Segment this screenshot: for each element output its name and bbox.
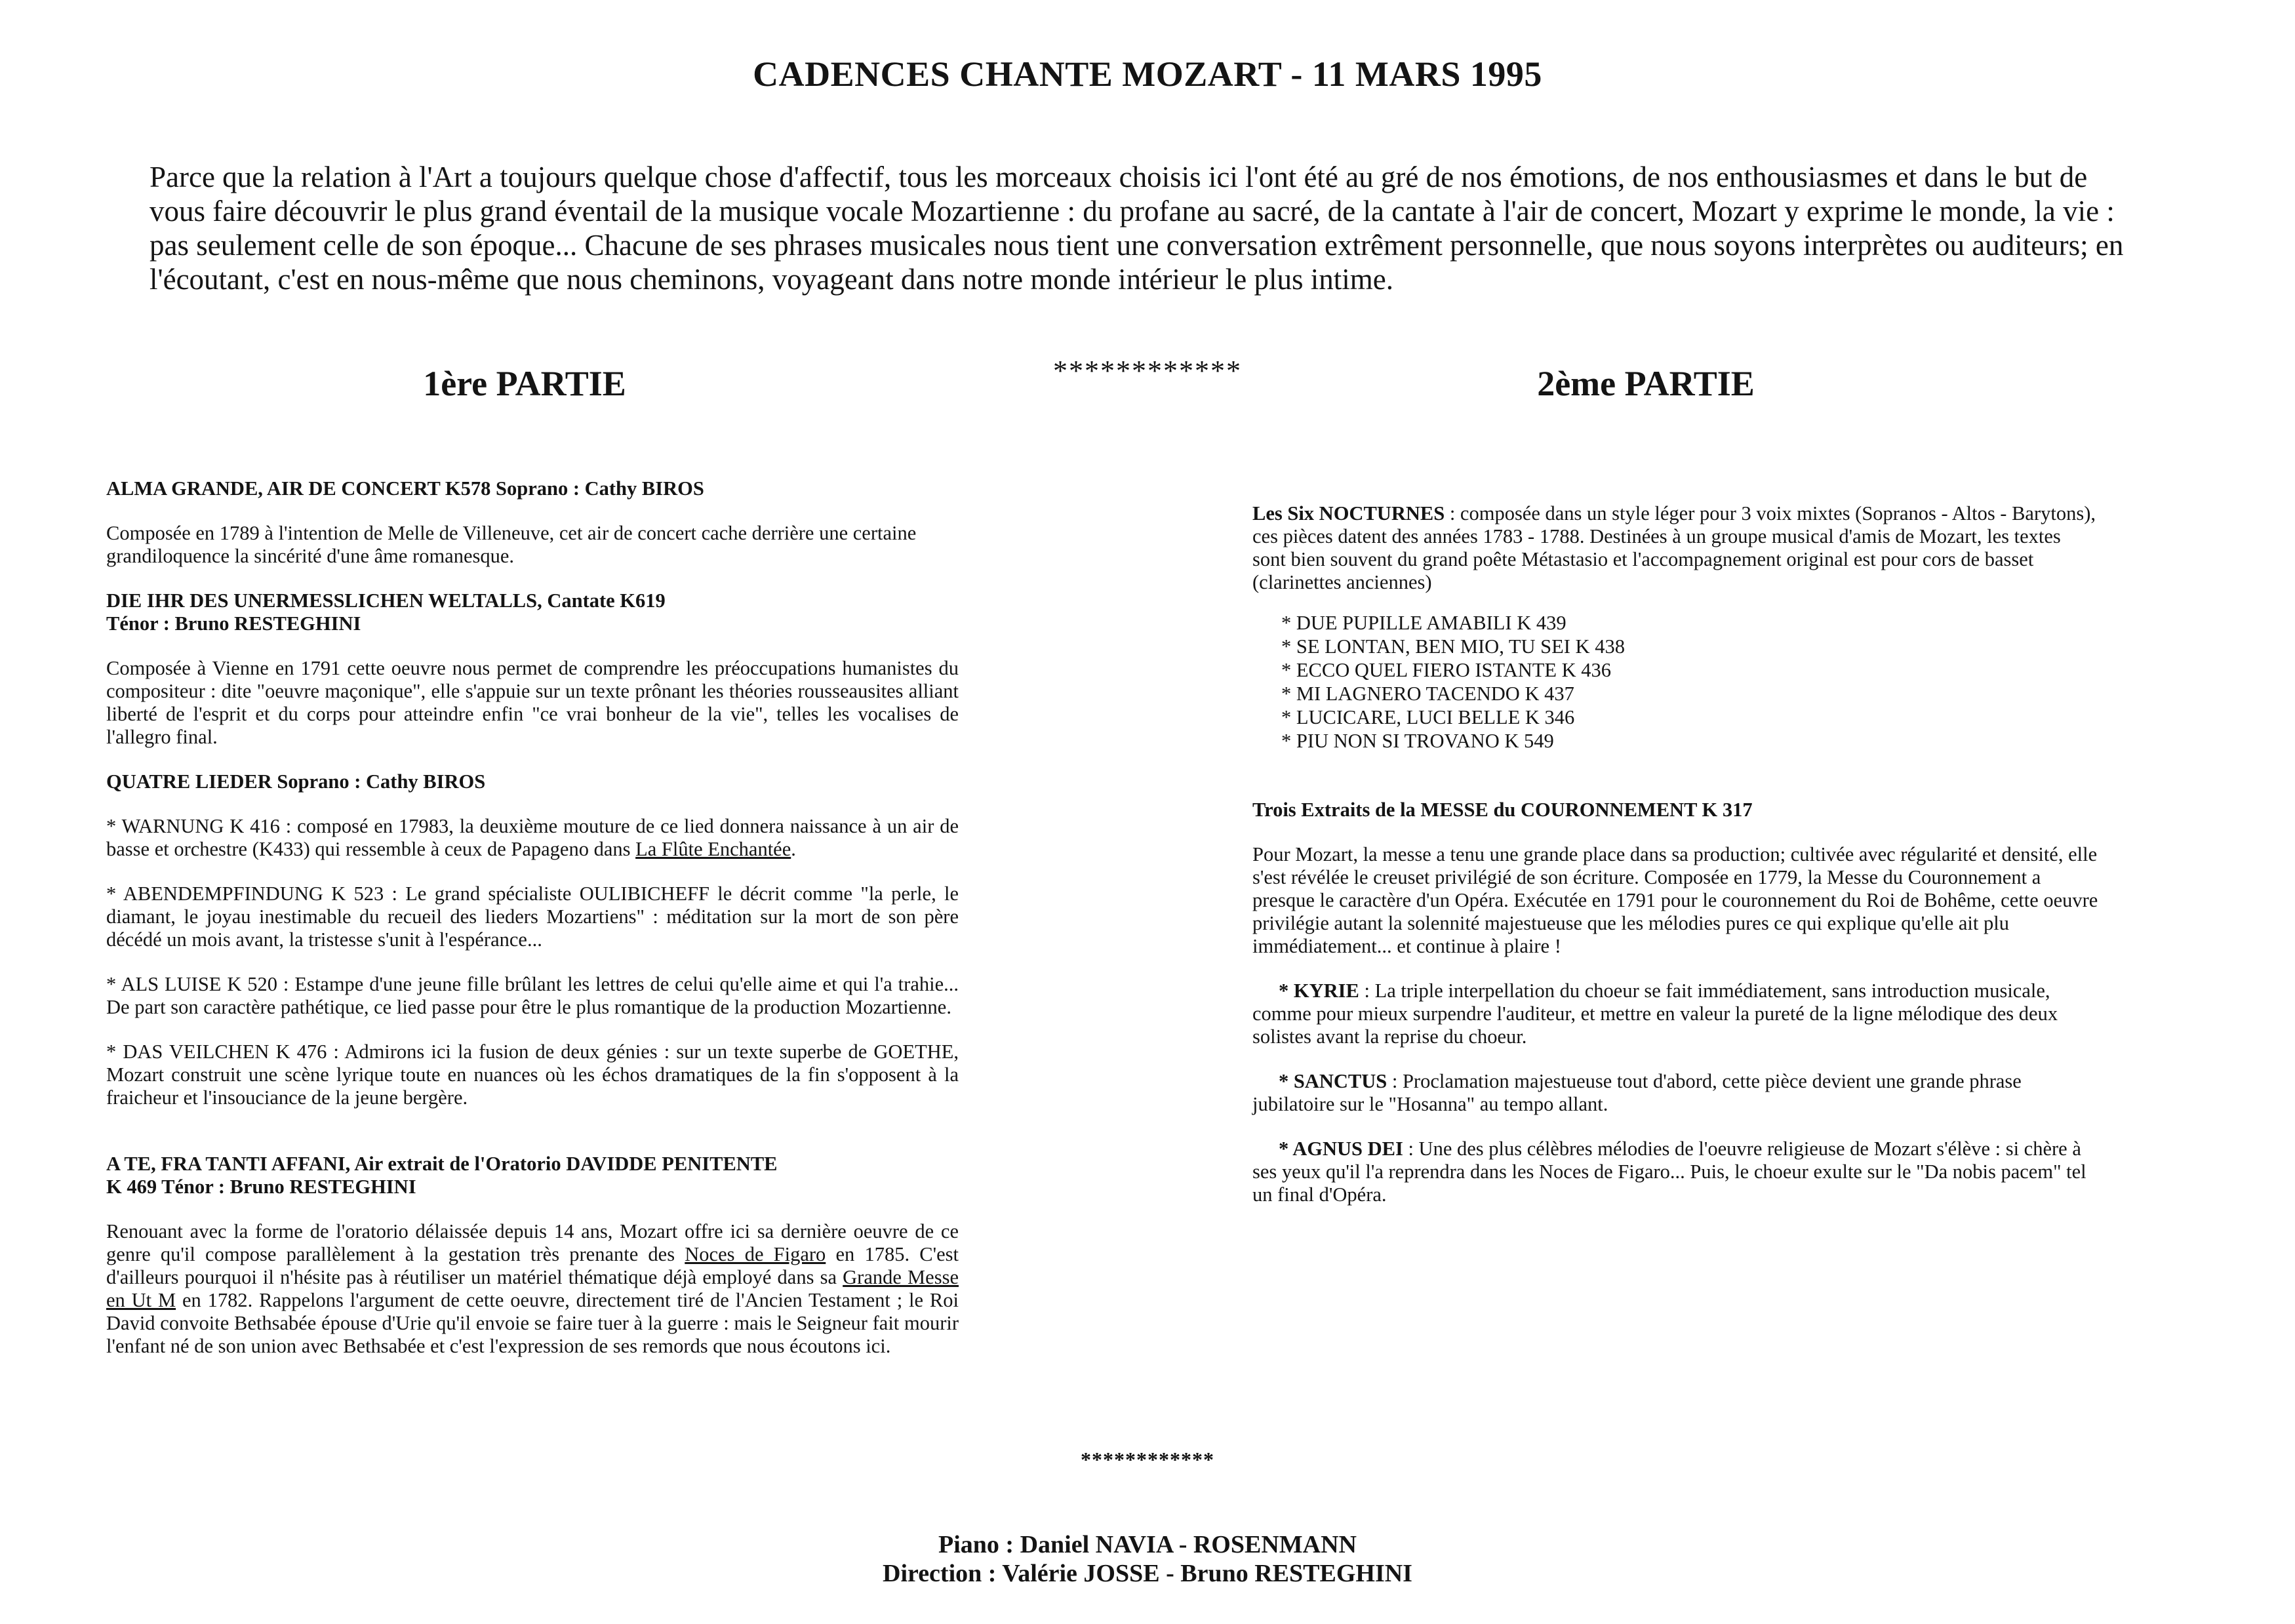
part1-title: 1ère PARTIE [423,364,626,403]
warnung-text [106,815,959,861]
kyrie-head: * KYRIE [1279,980,1359,1002]
kyrie-text: : La triple interpellation du choeur se fait immédiatement, sans introduction musicale, comme pour mieux surpendre l'auditeur, et mettre en valeur la pureté de la ligne mélodique des deux solistes avant la reprise du choeur. [1252,980,2058,1048]
ate-text-part1: Renouant avec la forme de l'oratorio délaissée depuis 14 ans, Mozart offre ici sa dernière oeuvre de ce genre qu'il compose parallèlement à la gestation très prenante des [106,1220,959,1265]
noces-de-figaro-title: Noces de Figaro [685,1243,826,1265]
page-title: CADENCES CHANTE MOZART - 11 MARS 1995 [753,54,1542,94]
agnus-paragraph [1252,1138,2098,1206]
ihr-heading-line2: Ténor : Bruno RESTEGHINI [106,612,361,635]
abendempfindung-text: * ABENDEMPFINDUNG K 523 : Le grand spécialiste OULIBICHEFF le décrit comme "la perle, le diamant, le joyau inestimable du recueil des lieders Mozartiens" : méditation sur la mort de son père décédé un mois avant, la tristesse s'unit à l'espérance... [106,882,959,951]
alma-text: Composée en 1789 à l'intention de Melle de Villeneuve, cet air de concert cache derrière une certaine grandiloquence la sincérité d'une âme romanesque. [106,522,917,567]
messe-text: Pour Mozart, la messe a tenu une grande place dans sa production; cultivée avec régularité et densité, elle s'est révélée le creuset privilégié de son écriture. Composée en 1779, la Messe du Couronnement a presque le caractère d'un Opéra. Exécutée en 1791 pour le couronnement du Roi de Bohême, cette oeuvre privilégie autant la solennité majestueuse que les mélodies pures ce qui explique qu'elle ait plu immédiatement... et continue à plaire ! [1252,843,2098,957]
part1-column [106,477,959,1358]
grande-messe-title: Grande Messe en Ut M [106,1266,959,1311]
alma-heading: ALMA GRANDE, AIR DE CONCERT K578 Soprano : Cathy BIROS [106,477,704,500]
sanctus-paragraph [1252,1070,2098,1116]
als-luise-text: * ALS LUISE K 520 : Estampe d'une jeune fille brûlant les lettres de celui qu'elle aime et qui l'a trahie... De part son caractère pathétique, ce lied passe pour être le plus romantique de la production Mozartienne. [106,973,959,1018]
separator-bottom: ************ [1081,1448,1214,1471]
sanctus-head: * SANCTUS [1279,1070,1387,1092]
credits-direction: Direction : Valérie JOSSE - Bruno RESTEGHINI [883,1560,1412,1587]
nocturnes-lead: Les Six NOCTURNES [1252,502,1445,525]
separator-top: ************ [1053,355,1242,387]
list-item: * MI LAGNERO TACENDO K 437 [1281,683,1574,705]
ihr-text: Composée à Vienne en 1791 cette oeuvre nous permet de comprendre les préoccupations humanistes du compositeur : dite "oeuvre maçonique", elle s'appuie sur un texte prônant les théories rousseausites alliant liberté de l'esprit et du corps pour atteindre enfin "ce vrai bonheur de la vie", telles les vocalises de l'allegro final. [106,657,959,748]
warnung-end: . [791,838,796,860]
list-item: * SE LONTAN, BEN MIO, TU SEI K 438 [1281,635,1625,658]
part2-title: 2ème PARTIE [1537,364,1755,403]
credits-piano: Piano : Daniel NAVIA - ROSENMANN [938,1531,1357,1558]
agnus-head: * AGNUS DEI [1279,1138,1403,1160]
nocturnes-text: : composée dans un style léger pour 3 voix mixtes (Sopranos - Altos - Barytons), ces pièces datent des années 1783 - 1788. Destinées à un groupe musical d'amis de Mozart, les textes sont bien souvent du grand poête Métastasio et l'accompagnement original est pour cors de basset (clarinettes anciennes) [1252,502,2096,593]
ihr-heading-line1: DIE IHR DES UNERMESSLICHEN WELTALLS, Cantate K619 [106,589,666,612]
flute-enchantee-title: La Flûte Enchantée [635,838,791,860]
kyrie-paragraph [1252,980,2098,1048]
ate-text-part3: en 1782. Rappelons l'argument de cette oeuvre, directement tiré de l'Ancien Testament ; le Roi David convoite Bethsabée épouse d'Urie qu'il envoie se faire tuer à la guerre : mais le Seigneur fait mourir l'enfant né de son union avec Bethsabée et c'est l'expression de ses remords que nous écoutons ici. [106,1289,959,1357]
ate-heading-line1: A TE, FRA TANTI AFFANI, Air extrait de l'Oratorio DAVIDDE PENITENTE [106,1153,778,1175]
ate-text-part2: en 1785. C'est d'ailleurs pourquoi il n'hésite pas à réutiliser un matériel thématique déjà employé dans sa [106,1243,959,1288]
messe-heading: Trois Extraits de la MESSE du COURONNEMENT K 317 [1252,799,1753,821]
warnung-body: * WARNUNG K 416 : composé en 17983, la deuxième mouture de ce lied donnera naissance à un air de basse et orchestre (K433) qui ressemble à ceux de Papageno dans [106,815,959,860]
ate-heading-line2: K 469 Ténor : Bruno RESTEGHINI [106,1176,416,1198]
intro-paragraph: Parce que la relation à l'Art a toujours quelque chose d'affectif, tous les morceaux choisis ici l'ont été au gré de nos émotions, de nos enthousiasmes et dans le but de vous faire découvrir le plus grand éventail de la musique vocale Mozartienne : du profane au sacré, de la cantate à l'air de concert, Mozart y exprime le monde, la vie : pas seulement celle de son époque... Chacune de ses phrases musicales nous tient une conversation extrêment personnelle, que nous soyons interprètes ou auditeurs; en l'écoutant, c'est en nous-même que nous cheminons, voyageant dans notre monde intérieur le plus intime. [150,161,2124,296]
agnus-text: : Une des plus célèbres mélodies de l'oeuvre religieuse de Mozart s'élève : si chère à ses yeux qu'il l'a reprendra dans les Noces de Figaro... Puis, le choeur exulte sur le "Da nobis pacem" tel un final d'Opéra. [1252,1138,2086,1206]
part2-column [1252,502,2098,1206]
list-item: * PIU NON SI TROVANO K 549 [1281,730,1554,752]
nocturnes-list [1281,611,2098,753]
credits [0,1530,2295,1588]
sanctus-text: : Proclamation majestueuse tout d'abord, cette pièce devient une grande phrase jubilatoire sur le "Hosanna" au tempo allant. [1252,1070,2022,1115]
list-item: * ECCO QUEL FIERO ISTANTE K 436 [1281,659,1612,681]
lieder-heading: QUATRE LIEDER Soprano : Cathy BIROS [106,770,486,793]
das-veilchen-text: * DAS VEILCHEN K 476 : Admirons ici la fusion de deux génies : sur un texte superbe de GOETHE, Mozart construit une scène lyrique toute en nuances où les échos dramatiques de la fin s'opposent à la fraicheur et l'insouciance de la jeune bergère. [106,1040,959,1109]
list-item: * DUE PUPILLE AMABILI K 439 [1281,612,1567,634]
ate-text [106,1220,959,1358]
nocturnes-paragraph [1252,502,2098,594]
list-item: * LUCICARE, LUCI BELLE K 346 [1281,706,1575,728]
